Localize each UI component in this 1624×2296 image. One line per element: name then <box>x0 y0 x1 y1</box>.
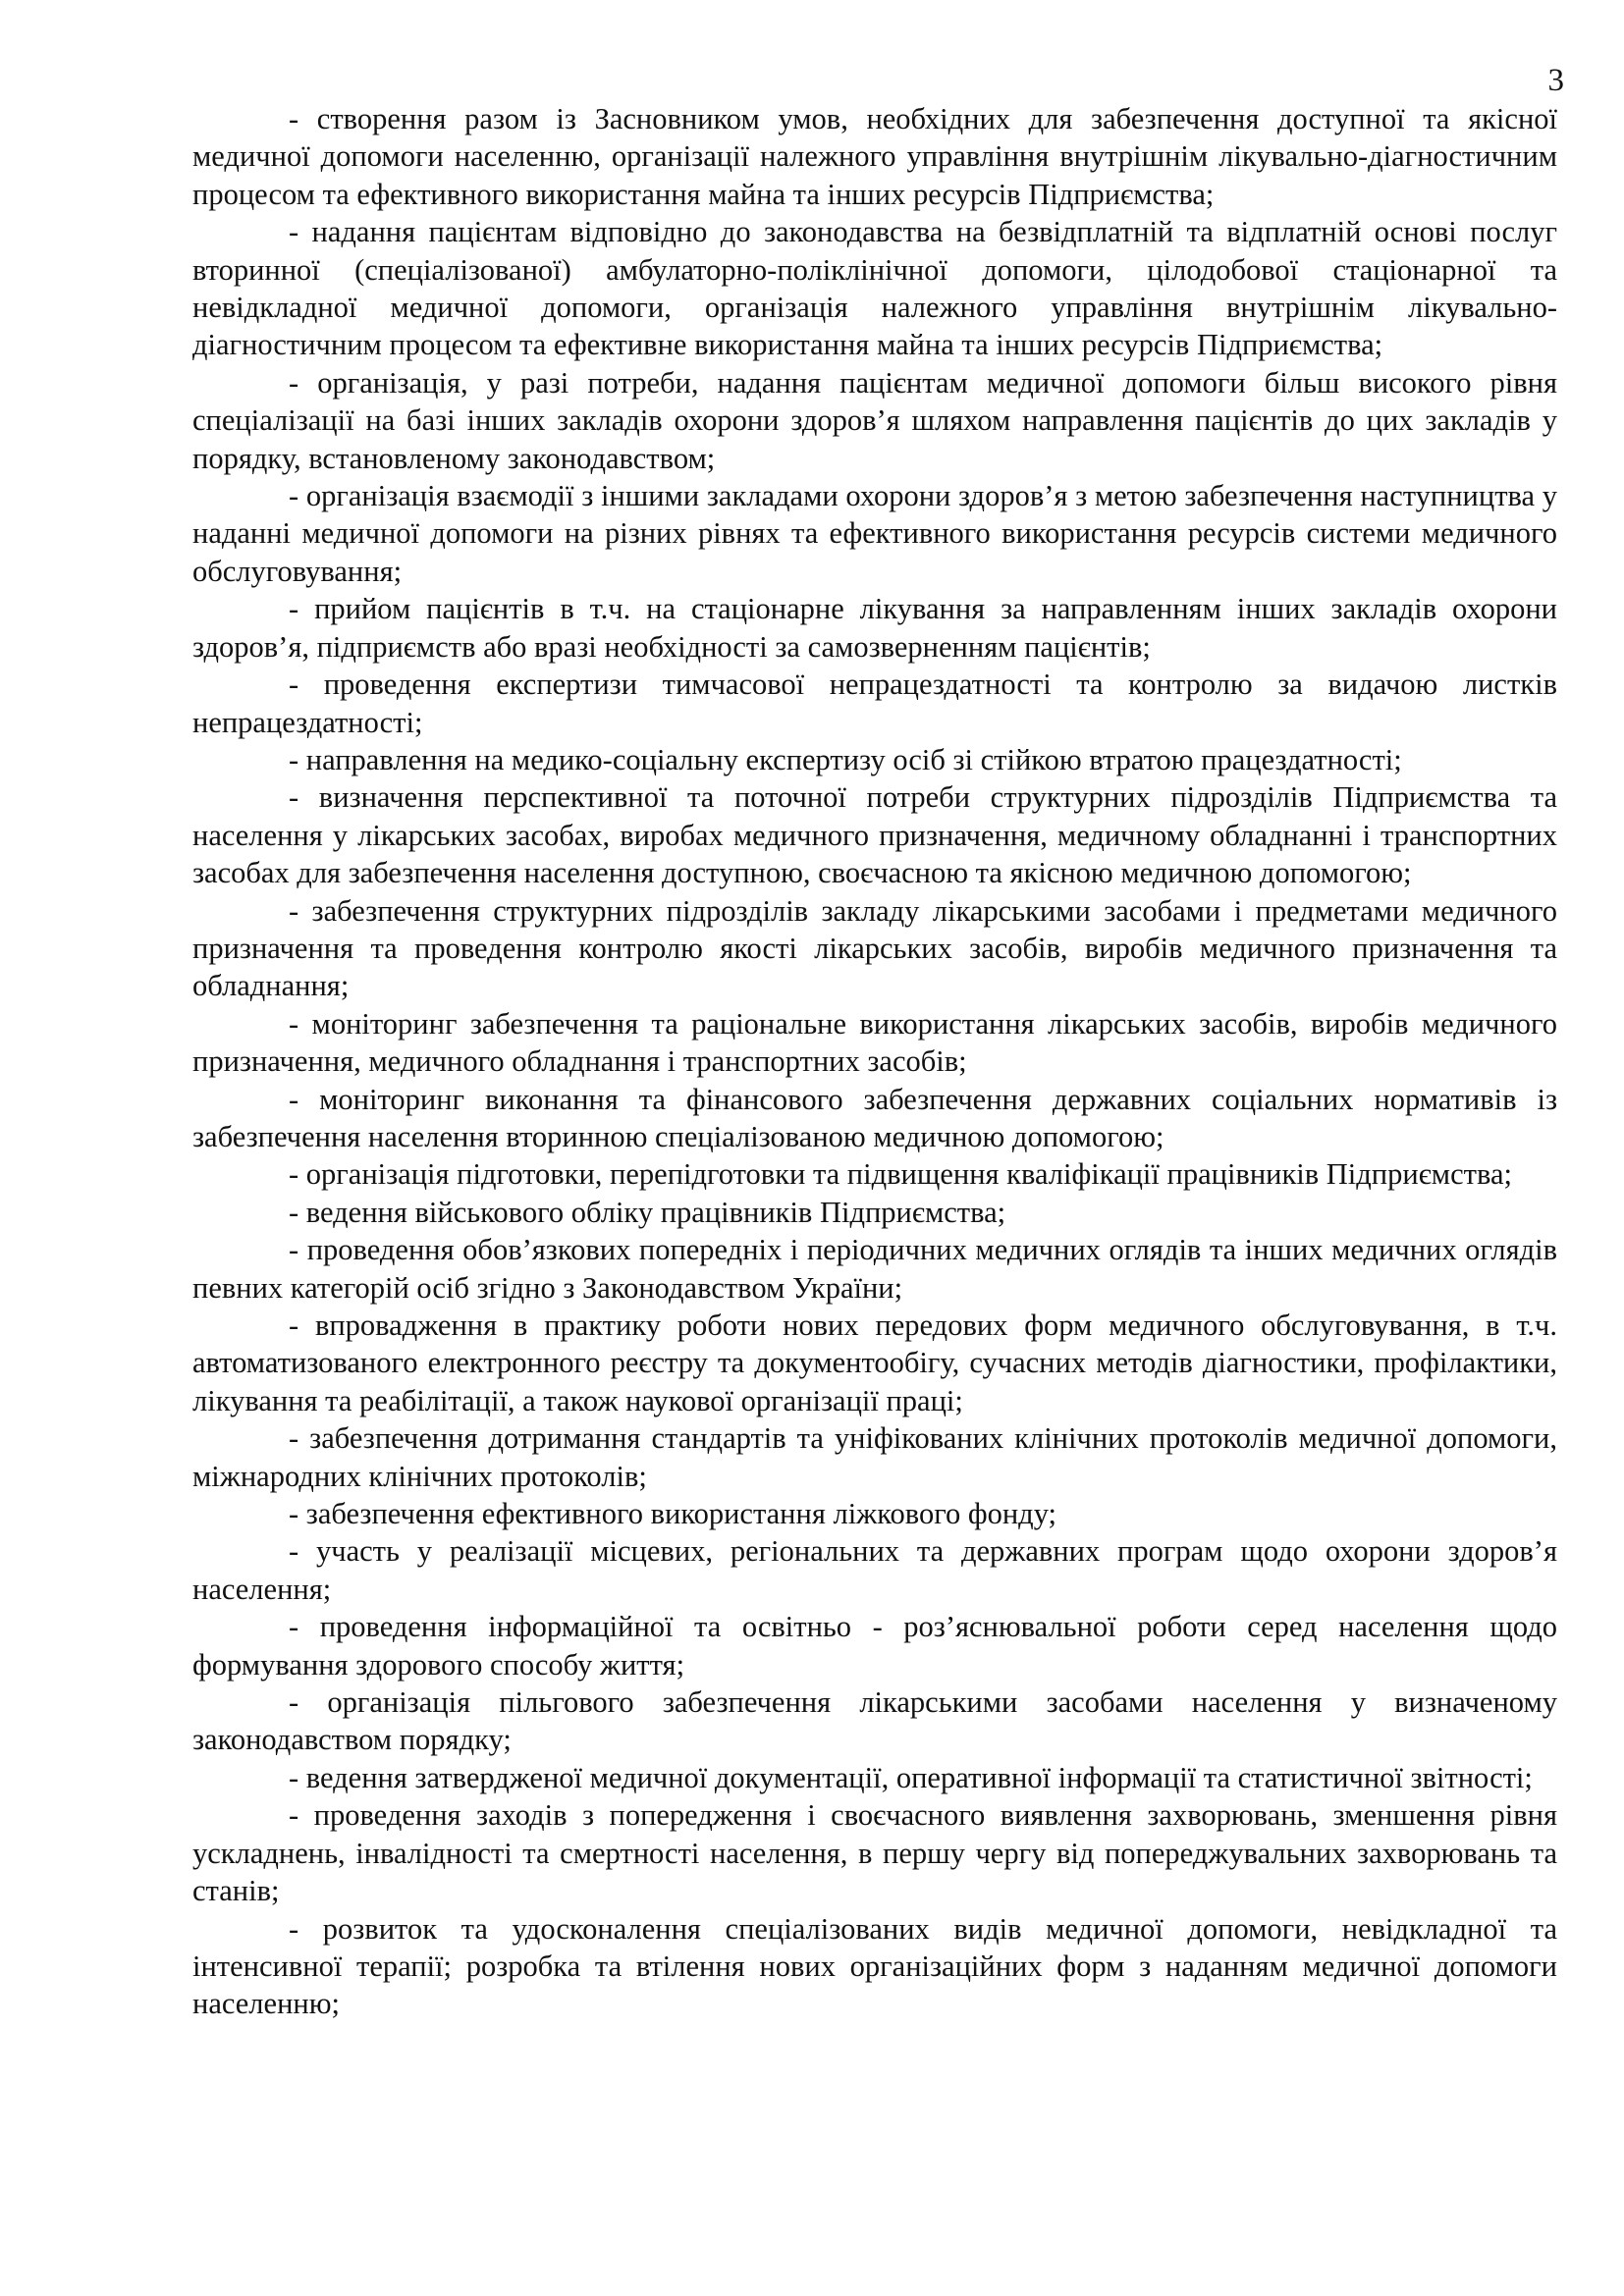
paragraph: - впровадження в практику роботи нових передових форм медичного обслуговування, в т.ч. автоматизованого електронного реєстру та документообігу, сучасних методів діагностики, профілактики, лікування та реабілітації, а також наукової організації праці; <box>192 1308 1557 1417</box>
paragraph: - прийом пацієнтів в т.ч. на стаціонарне лікування за направленням інших закладів охорони здоров’я, підприємств або вразі необхідності за самозверненням пацієнтів; <box>192 592 1557 664</box>
paragraph: - забезпечення дотримання стандартів та уніфікованих клінічних протоколів медичної допомоги, міжнародних клінічних протоколів; <box>192 1421 1557 1493</box>
paragraph: - створення разом із Засновником умов, необхідних для забезпечення доступної та якісної медичної допомоги населенню, організації належного управління внутрішнім лікувально-діагностичним процесом та ефективного використання майна та інших ресурсів Підприємства; <box>192 102 1557 211</box>
paragraph: - організація, у разі потреби, надання пацієнтам медичної допомоги більш високого рівня спеціалізації на базі інших закладів охорони здоров’я шляхом направлення пацієнтів до цих закладів у порядку, встановленому законодавством; <box>192 365 1557 475</box>
paragraph: - визначення перспективної та поточної потреби структурних підрозділів Підприємства та населення у лікарських засобах, виробах медичного призначення, медичному обладнанні і транспортних засобах для забезпечення населення доступною, своєчасною та якісною медичною допомогою; <box>192 780 1557 890</box>
paragraph: - ведення військового обліку працівників Підприємства; <box>289 1195 1006 1229</box>
paragraph: - моніторинг забезпечення та раціональне використання лікарських засобів, виробів медичного призначення, медичного обладнання і транспортних засобів; <box>192 1006 1557 1079</box>
paragraph: - забезпечення ефективного використання ліжкового фонду; <box>289 1497 1057 1531</box>
paragraph: - участь у реалізації місцевих, регіональних та державних програм щодо охорони здоров’я населення; <box>192 1534 1557 1606</box>
paragraph: - організація взаємодії з іншими закладами охорони здоров’я з метою забезпечення наступництва у наданні медичної допомоги на різних рівнях та ефективного використання ресурсів системи медичного обслуговування; <box>192 479 1557 588</box>
paragraph: - моніторинг виконання та фінансового забезпечення державних соціальних нормативів із забезпечення населення вторинною спеціалізованою медичною допомогою; <box>192 1082 1557 1153</box>
paragraph: - ведення затвердженої медичної документації, оперативної інформації та статистичної звітності; <box>289 1760 1533 1794</box>
paragraph: - проведення обов’язкових попередніх і періодичних медичних оглядів та інших медичних оглядів певних категорій осіб згідно з Законодавством України; <box>192 1233 1557 1305</box>
paragraph: - забезпечення структурних підрозділів закладу лікарськими засобами і предметами медичного призначення та проведення контролю якості лікарських засобів, виробів медичного призначення та обладнання; <box>192 893 1557 1003</box>
paragraph: - проведення інформаційної та освітньо - роз’яснювальної роботи серед населення щодо формування здорового способу життя; <box>192 1610 1557 1682</box>
paragraph: - організація підготовки, перепідготовки та підвищення кваліфікації працівників Підприємства; <box>289 1157 1512 1192</box>
paragraph: - направлення на медико-соціальну експертизу осіб зі стійкою втратою працездатності; <box>289 742 1402 776</box>
page-number: 3 <box>1547 63 1564 98</box>
paragraph: - проведення експертизи тимчасової непрацездатності та контролю за видачою листків непрацездатності; <box>192 667 1557 739</box>
paragraph: - надання пацієнтам відповідно до законодавства на безвідплатній та відплатній основі послуг вторинної (спеціалізованої) амбулаторно-поліклінічної допомоги, цілодобової стаціонарної та невідкладної медичної допомоги, організація належного управління внутрішнім лікувально-діагностичним процесом та ефективне використання майна та інших ресурсів Підприємства; <box>192 215 1557 362</box>
paragraph: - розвиток та удосконалення спеціалізованих видів медичної допомоги, невідкладної та інтенсивної терапії; розробка та втілення нових організаційних форм з наданням медичної допомоги населенню; <box>192 1911 1557 2021</box>
document-body <box>192 100 1557 2023</box>
paragraph: - проведення заходів з попередження і своєчасного виявлення захворювань, зменшення рівня ускладнень, інвалідності та смертності населення, в першу чергу від попереджувальних захворювань та станів; <box>192 1798 1557 1908</box>
paragraph: - організація пільгового забезпечення лікарськими засобами населення у визначеному законодавством порядку; <box>192 1685 1557 1757</box>
